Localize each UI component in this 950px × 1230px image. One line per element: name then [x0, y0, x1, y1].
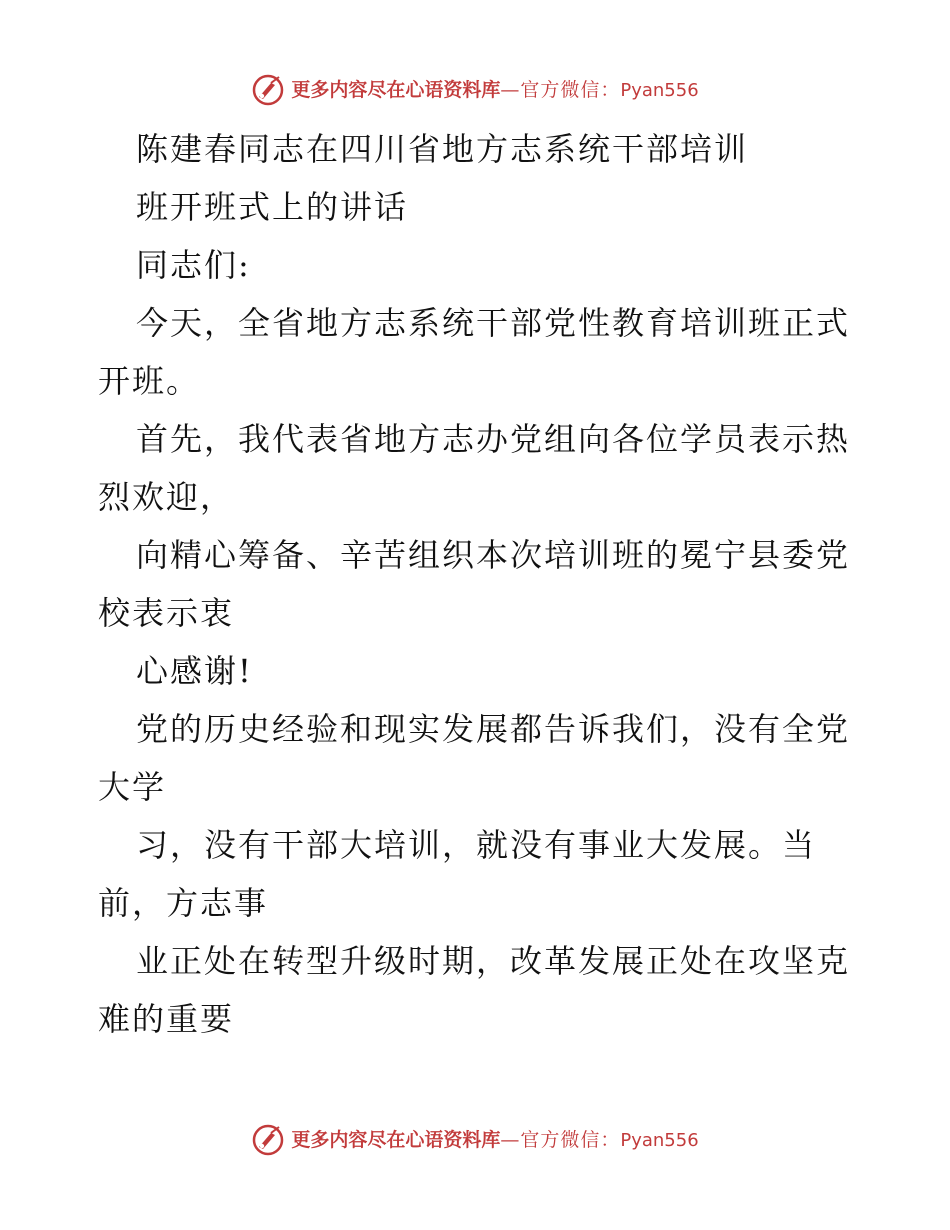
- feather-pen-logo-icon: [251, 1123, 285, 1157]
- banner-wechat-id: Pyan556: [620, 1129, 699, 1151]
- banner-wechat-label: 官方微信：: [520, 1128, 621, 1151]
- text-line: 陈建春同志在四川省地方志系统干部培训: [136, 130, 749, 168]
- banner-dash: —: [500, 78, 521, 101]
- banner-wechat-id: Pyan556: [620, 79, 699, 101]
- feather-pen-logo-icon: [251, 73, 285, 107]
- text-line: 难的重要: [98, 1000, 235, 1038]
- text-line: 业正处在转型升级时期，改革发展正处在攻坚克: [136, 942, 851, 980]
- banner-dash: —: [500, 1128, 521, 1151]
- document-body: [98, 120, 850, 1048]
- text-line: 首先，我代表省地方志办党组向各位学员表示热: [136, 420, 851, 458]
- header-watermark-banner: [0, 70, 950, 110]
- banner-text: [291, 1128, 699, 1151]
- text-line: 向精心筹备、辛苦组织本次培训班的冕宁县委党: [136, 536, 851, 574]
- text-line: 开班。: [98, 362, 201, 400]
- banner-text: [291, 78, 699, 101]
- text-line: 今天，全省地方志系统干部党性教育培训班正式: [136, 304, 851, 342]
- banner-site-text: 更多内容尽在心语资料库: [291, 1128, 501, 1151]
- text-line: 同志们:: [136, 246, 251, 284]
- banner-site-text: 更多内容尽在心语资料库: [291, 78, 501, 101]
- text-line: 前，方志事: [98, 884, 269, 922]
- footer-watermark-banner: [0, 1120, 950, 1160]
- text-line: 大学: [98, 768, 167, 806]
- text-line: 心感谢!: [136, 652, 253, 690]
- banner-wechat-label: 官方微信：: [520, 78, 621, 101]
- text-line: 习，没有干部大培训，就没有事业大发展。当: [136, 826, 817, 864]
- text-line: 烈欢迎，: [98, 478, 235, 516]
- text-line: 校表示衷: [98, 594, 235, 632]
- text-line: 班开班式上的讲话: [136, 188, 409, 226]
- text-line: 党的历史经验和现实发展都告诉我们，没有全党: [136, 710, 851, 748]
